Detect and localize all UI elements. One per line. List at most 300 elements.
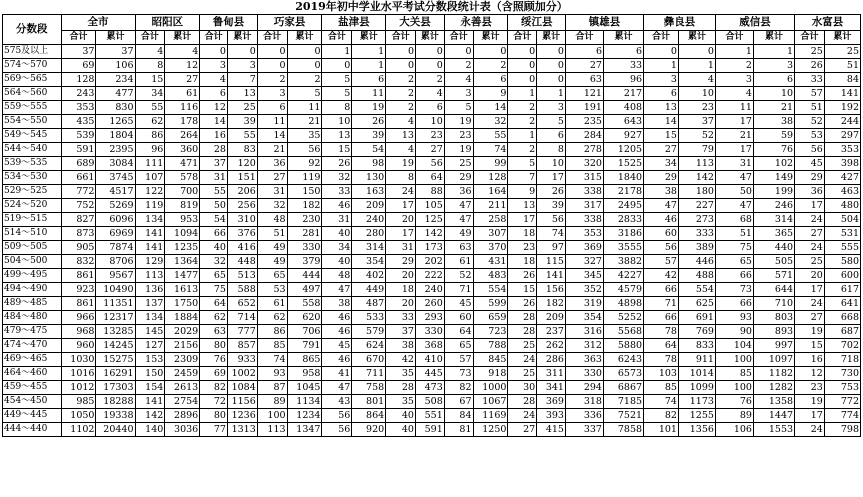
cumulative-cell: 700 <box>165 185 200 199</box>
subtotal-cell: 15 <box>508 283 537 297</box>
subtotal-cell: 43 <box>322 395 352 409</box>
cumulative-cell: 1045 <box>287 381 322 395</box>
cumulative-cell: 244 <box>824 115 860 129</box>
score-segment-cell: 464～460 <box>3 367 62 381</box>
subtotal-cell: 18 <box>508 255 537 269</box>
cumulative-cell: 0 <box>537 45 566 59</box>
subtotal-cell: 71 <box>644 297 679 311</box>
subtotal-cell: 985 <box>61 395 96 409</box>
cumulative-cell: 142 <box>415 227 444 241</box>
cumulative-cell: 644 <box>753 283 794 297</box>
cumulative-cell: 178 <box>165 115 200 129</box>
cumulative-cell: 234 <box>96 73 135 87</box>
subtotal-header: 合计 <box>322 31 352 45</box>
cumulative-cell: 7185 <box>603 395 643 409</box>
subtotal-cell: 191 <box>565 101 603 115</box>
subtotal-cell: 40 <box>322 227 352 241</box>
cumulative-cell: 6 <box>415 101 444 115</box>
subtotal-cell: 69 <box>200 367 228 381</box>
cumulative-cell: 471 <box>165 157 200 171</box>
subtotal-cell: 24 <box>508 409 537 423</box>
cumulative-cell: 600 <box>824 269 860 283</box>
cumulative-header: 累计 <box>753 31 794 45</box>
cumulative-cell: 246 <box>753 199 794 213</box>
subtotal-cell: 34 <box>135 87 165 101</box>
cumulative-cell: 365 <box>753 227 794 241</box>
subtotal-cell: 0 <box>386 59 416 73</box>
subtotal-cell: 60 <box>644 227 679 241</box>
subtotal-cell: 32 <box>257 199 287 213</box>
subtotal-cell: 32 <box>200 255 228 269</box>
subtotal-cell: 19 <box>444 115 473 129</box>
score-segment-cell: 574～570 <box>3 59 62 73</box>
subtotal-cell: 27 <box>508 423 537 437</box>
score-segment-cell: 514～510 <box>3 227 62 241</box>
cumulative-cell: 368 <box>415 339 444 353</box>
cumulative-cell: 1 <box>352 59 386 73</box>
cumulative-cell: 256 <box>227 199 257 213</box>
county-header: 大关县 <box>386 15 445 31</box>
cumulative-cell: 18288 <box>96 395 135 409</box>
subtotal-cell: 27 <box>795 311 825 325</box>
cumulative-cell: 398 <box>824 157 860 171</box>
cumulative-header: 累计 <box>473 31 508 45</box>
subtotal-cell: 338 <box>565 185 603 199</box>
subtotal-cell: 47 <box>322 381 352 395</box>
cumulative-cell: 865 <box>287 353 322 367</box>
cumulative-cell: 6573 <box>603 367 643 381</box>
cumulative-cell: 5 <box>537 115 566 129</box>
subtotal-cell: 3 <box>644 73 679 87</box>
score-segment-cell: 575及以上 <box>3 45 62 59</box>
subtotal-cell: 134 <box>135 213 165 227</box>
subtotal-cell: 24 <box>795 241 825 255</box>
cumulative-cell: 711 <box>352 367 386 381</box>
cumulative-cell: 487 <box>352 297 386 311</box>
cumulative-cell: 2 <box>287 73 322 87</box>
score-segment-cell: 559～555 <box>3 101 62 115</box>
cumulative-cell: 17 <box>537 171 566 185</box>
subtotal-cell: 57 <box>644 255 679 269</box>
subtotal-cell: 46 <box>322 199 352 213</box>
subtotal-cell: 591 <box>61 143 96 157</box>
cumulative-cell: 273 <box>678 213 715 227</box>
county-header: 彝良县 <box>644 15 716 31</box>
subtotal-cell: 330 <box>565 367 603 381</box>
cumulative-cell: 857 <box>227 339 257 353</box>
cumulative-cell: 1 <box>537 87 566 101</box>
cumulative-cell: 1477 <box>165 269 200 283</box>
subtotal-cell: 33 <box>386 311 416 325</box>
cumulative-cell: 408 <box>603 101 643 115</box>
cumulative-cell: 3555 <box>603 241 643 255</box>
subtotal-cell: 93 <box>257 367 287 381</box>
cumulative-cell: 389 <box>678 241 715 255</box>
subtotal-cell: 6 <box>200 87 228 101</box>
cumulative-cell: 1099 <box>678 381 715 395</box>
subtotal-cell: 33 <box>795 73 825 87</box>
subtotal-cell: 0 <box>257 45 287 59</box>
subtotal-cell: 111 <box>135 157 165 171</box>
subtotal-cell: 17 <box>508 213 537 227</box>
cumulative-cell: 3 <box>227 59 257 73</box>
subtotal-cell: 46 <box>322 325 352 339</box>
subtotal-cell: 38 <box>644 185 679 199</box>
subtotal-cell: 38 <box>386 339 416 353</box>
subtotal-cell: 37 <box>386 325 416 339</box>
cumulative-cell: 98 <box>352 157 386 171</box>
cumulative-cell: 579 <box>352 325 386 339</box>
subtotal-cell: 67 <box>444 395 473 409</box>
cumulative-cell: 0 <box>287 45 322 59</box>
cumulative-cell: 39 <box>352 129 386 143</box>
cumulative-cell: 798 <box>824 423 860 437</box>
cumulative-cell: 92 <box>287 157 322 171</box>
subtotal-cell: 142 <box>135 409 165 423</box>
cumulative-cell: 0 <box>415 59 444 73</box>
table-body <box>3 45 861 437</box>
cumulative-cell: 3882 <box>603 255 643 269</box>
subtotal-cell: 100 <box>257 409 287 423</box>
subtotal-cell: 29 <box>386 255 416 269</box>
cumulative-cell: 652 <box>227 297 257 311</box>
cumulative-cell: 39 <box>227 115 257 129</box>
cumulative-cell: 21 <box>753 101 794 115</box>
subtotal-cell: 49 <box>257 255 287 269</box>
cumulative-cell: 125 <box>415 213 444 227</box>
subtotal-cell: 905 <box>61 241 96 255</box>
subtotal-cell: 0 <box>644 45 679 59</box>
subtotal-cell: 12 <box>795 367 825 381</box>
subtotal-cell: 78 <box>644 325 679 339</box>
score-segment-cell: 504～500 <box>3 255 62 269</box>
cumulative-header: 累计 <box>603 31 643 45</box>
subtotal-cell: 64 <box>644 339 679 353</box>
subtotal-cell: 25 <box>795 255 825 269</box>
cumulative-cell: 893 <box>753 325 794 339</box>
subtotal-cell: 45 <box>322 339 352 353</box>
subtotal-cell: 19 <box>444 143 473 157</box>
cumulative-cell: 217 <box>603 87 643 101</box>
subtotal-cell: 345 <box>565 269 603 283</box>
cumulative-cell: 617 <box>824 283 860 297</box>
subtotal-cell: 10 <box>322 115 352 129</box>
cumulative-cell: 0 <box>227 45 257 59</box>
subtotal-cell: 8 <box>322 101 352 115</box>
table-row <box>3 199 861 213</box>
subtotal-cell: 48 <box>322 269 352 283</box>
cumulative-cell: 4579 <box>603 283 643 297</box>
table-row <box>3 409 861 423</box>
cumulative-cell: 7874 <box>96 241 135 255</box>
score-segment-cell: 499～495 <box>3 269 62 283</box>
subtotal-cell: 317 <box>565 199 603 213</box>
subtotal-cell: 2 <box>444 59 473 73</box>
subtotal-cell: 31 <box>322 213 352 227</box>
subtotal-cell: 36 <box>795 185 825 199</box>
subtotal-cell: 56 <box>322 423 352 437</box>
cumulative-cell: 1840 <box>603 171 643 185</box>
subtotal-cell: 63 <box>565 73 603 87</box>
cumulative-cell: 10 <box>537 157 566 171</box>
subtotal-cell: 861 <box>61 297 96 311</box>
cumulative-cell: 258 <box>473 213 508 227</box>
cumulative-cell: 1134 <box>287 395 322 409</box>
cumulative-cell: 444 <box>287 269 322 283</box>
cumulative-cell: 4 <box>678 73 715 87</box>
subtotal-cell: 25 <box>444 157 473 171</box>
subtotal-cell: 27 <box>795 227 825 241</box>
subtotal-cell: 27 <box>644 143 679 157</box>
cumulative-cell: 37 <box>96 45 135 59</box>
cumulative-cell: 88 <box>415 185 444 199</box>
cumulative-cell: 9567 <box>96 269 135 283</box>
subtotal-cell: 50 <box>200 199 228 213</box>
subtotal-cell: 50 <box>715 185 753 199</box>
cumulative-cell: 6 <box>753 73 794 87</box>
subtotal-cell: 86 <box>135 129 165 143</box>
subtotal-cell: 0 <box>508 45 537 59</box>
subtotal-cell: 87 <box>257 381 287 395</box>
cumulative-cell: 6243 <box>603 353 643 367</box>
cumulative-cell: 379 <box>287 255 322 269</box>
subtotal-cell: 235 <box>565 115 603 129</box>
subtotal-cell: 84 <box>444 409 473 423</box>
subtotal-cell: 2 <box>386 73 416 87</box>
subtotal-cell: 338 <box>565 213 603 227</box>
subtotal-cell: 353 <box>565 227 603 241</box>
score-segment-cell: 569～565 <box>3 73 62 87</box>
subtotal-cell: 33 <box>322 185 352 199</box>
cumulative-cell: 449 <box>352 283 386 297</box>
cumulative-cell: 116 <box>165 101 200 115</box>
subtotal-cell: 1030 <box>61 353 96 367</box>
county-header: 绥江县 <box>508 15 566 31</box>
cumulative-cell: 23 <box>678 101 715 115</box>
subtotal-cell: 13 <box>386 129 416 143</box>
cumulative-cell: 182 <box>537 297 566 311</box>
subtotal-cell: 74 <box>257 353 287 367</box>
cumulative-cell: 106 <box>96 59 135 73</box>
cumulative-cell: 2613 <box>165 381 200 395</box>
table-row <box>3 353 861 367</box>
cumulative-cell: 2395 <box>96 143 135 157</box>
subtotal-cell: 26 <box>508 269 537 283</box>
cumulative-cell: 670 <box>352 353 386 367</box>
subtotal-cell: 81 <box>444 423 473 437</box>
table-row <box>3 171 861 185</box>
subtotal-cell: 121 <box>565 87 603 101</box>
subtotal-cell: 113 <box>257 423 287 437</box>
subtotal-cell: 85 <box>715 367 753 381</box>
cumulative-cell: 0 <box>537 59 566 73</box>
subtotal-cell: 5 <box>508 157 537 171</box>
table-row <box>3 185 861 199</box>
subtotal-cell: 23 <box>508 241 537 255</box>
subtotal-cell: 17 <box>386 227 416 241</box>
subtotal-cell: 34 <box>322 241 352 255</box>
subtotal-cell: 47 <box>444 213 473 227</box>
cumulative-cell: 37 <box>678 115 715 129</box>
cumulative-cell: 718 <box>824 353 860 367</box>
cumulative-cell: 97 <box>537 241 566 255</box>
cumulative-cell: 23 <box>415 129 444 143</box>
cumulative-cell: 128 <box>473 171 508 185</box>
subtotal-cell: 51 <box>795 101 825 115</box>
cumulative-cell: 35 <box>287 129 322 143</box>
cumulative-cell: 141 <box>537 269 566 283</box>
subtotal-cell: 122 <box>135 185 165 199</box>
cumulative-cell: 26 <box>537 185 566 199</box>
subtotal-cell: 363 <box>565 353 603 367</box>
subtotal-cell: 65 <box>257 269 287 283</box>
cumulative-cell: 1000 <box>473 381 508 395</box>
subtotal-cell: 77 <box>200 423 228 437</box>
subtotal-cell: 61 <box>444 255 473 269</box>
cumulative-cell: 209 <box>537 311 566 325</box>
subtotal-header: 合计 <box>200 31 228 45</box>
subtotal-cell: 20 <box>795 269 825 283</box>
subtotal-cell: 19 <box>386 157 416 171</box>
subtotal-cell: 69 <box>61 59 96 73</box>
subtotal-cell: 960 <box>61 339 96 353</box>
cumulative-cell: 1236 <box>227 409 257 423</box>
cumulative-cell: 2495 <box>603 199 643 213</box>
subtotal-cell: 25 <box>795 45 825 59</box>
cumulative-cell: 551 <box>415 409 444 423</box>
subtotal-cell: 4 <box>386 115 416 129</box>
cumulative-cell: 997 <box>753 339 794 353</box>
cumulative-cell: 96 <box>603 73 643 87</box>
subtotal-cell: 352 <box>565 283 603 297</box>
subtotal-cell: 104 <box>715 339 753 353</box>
subtotal-cell: 96 <box>135 143 165 157</box>
subtotal-cell: 284 <box>565 129 603 143</box>
cumulative-cell: 113 <box>678 157 715 171</box>
table-row <box>3 115 861 129</box>
subtotal-cell: 0 <box>322 59 352 73</box>
subtotal-cell: 93 <box>715 311 753 325</box>
cumulative-cell: 830 <box>96 101 135 115</box>
cumulative-cell: 953 <box>165 213 200 227</box>
subtotal-cell: 4 <box>135 45 165 59</box>
score-segment-cell: 484～480 <box>3 311 62 325</box>
cumulative-cell: 2896 <box>165 409 200 423</box>
subtotal-cell: 319 <box>565 297 603 311</box>
cumulative-cell: 463 <box>824 185 860 199</box>
subtotal-cell: 65 <box>715 255 753 269</box>
cumulative-cell: 918 <box>473 367 508 381</box>
table-row <box>3 367 861 381</box>
subtotal-cell: 63 <box>200 325 228 339</box>
cumulative-cell: 33 <box>603 59 643 73</box>
cumulative-cell: 1182 <box>753 367 794 381</box>
cumulative-cell: 571 <box>753 269 794 283</box>
cumulative-cell: 777 <box>227 325 257 339</box>
cumulative-cell: 1173 <box>678 395 715 409</box>
subtotal-cell: 35 <box>386 367 416 381</box>
cumulative-cell: 6969 <box>96 227 135 241</box>
subtotal-cell: 85 <box>257 339 287 353</box>
subtotal-cell: 28 <box>508 311 537 325</box>
subtotal-cell: 113 <box>135 269 165 283</box>
subtotal-cell: 29 <box>795 171 825 185</box>
county-header: 永善县 <box>444 15 508 31</box>
subtotal-cell: 7 <box>508 171 537 185</box>
county-header: 全市 <box>61 15 135 31</box>
subtotal-cell: 73 <box>715 283 753 297</box>
subtotal-cell: 42 <box>386 353 416 367</box>
subtotal-cell: 24 <box>795 423 825 437</box>
table-row <box>3 283 861 297</box>
cumulative-cell: 74 <box>537 227 566 241</box>
cumulative-cell: 311 <box>537 367 566 381</box>
cumulative-cell: 6 <box>603 45 643 59</box>
subtotal-cell: 82 <box>644 409 679 423</box>
subtotal-cell: 27 <box>565 59 603 73</box>
subtotal-cell: 62 <box>135 115 165 129</box>
subtotal-cell: 136 <box>135 283 165 297</box>
cumulative-cell: 714 <box>227 311 257 325</box>
subtotal-cell: 13 <box>644 101 679 115</box>
cumulative-cell: 427 <box>824 171 860 185</box>
cumulative-cell: 558 <box>287 297 322 311</box>
subtotal-cell: 28 <box>508 325 537 339</box>
cumulative-cell: 11 <box>287 101 322 115</box>
cumulative-cell: 416 <box>227 241 257 255</box>
subtotal-cell: 2 <box>508 101 537 115</box>
cumulative-cell: 8706 <box>96 255 135 269</box>
cumulative-cell: 227 <box>678 199 715 213</box>
table-row <box>3 325 861 339</box>
score-segment-cell: 489～485 <box>3 297 62 311</box>
subtotal-cell: 18 <box>386 283 416 297</box>
cumulative-cell: 15275 <box>96 353 135 367</box>
cumulative-cell: 11 <box>352 87 386 101</box>
table-row <box>3 269 861 283</box>
cumulative-cell: 1 <box>352 45 386 59</box>
subtotal-cell: 89 <box>257 395 287 409</box>
cumulative-cell: 51 <box>824 59 860 73</box>
subtotal-cell: 17 <box>715 115 753 129</box>
subtotal-cell: 24 <box>795 297 825 311</box>
subtotal-cell: 6 <box>565 45 603 59</box>
subtotal-cell: 278 <box>565 143 603 157</box>
subtotal-cell: 15 <box>644 129 679 143</box>
county-header: 巧家县 <box>257 15 322 31</box>
cumulative-cell: 8 <box>537 143 566 157</box>
score-segment-cell: 529～525 <box>3 185 62 199</box>
subtotal-cell: 55 <box>135 101 165 115</box>
cumulative-cell: 624 <box>352 339 386 353</box>
subtotal-cell: 17 <box>386 199 416 213</box>
cumulative-cell: 240 <box>415 283 444 297</box>
subtotal-cell: 26 <box>322 157 352 171</box>
subtotal-cell: 76 <box>200 353 228 367</box>
cumulative-cell: 141 <box>824 87 860 101</box>
subtotal-cell: 80 <box>200 339 228 353</box>
cumulative-cell: 0 <box>415 45 444 59</box>
subtotal-cell: 17 <box>715 143 753 157</box>
cumulative-cell: 3084 <box>96 157 135 171</box>
cumulative-cell: 488 <box>678 269 715 283</box>
subtotal-cell: 21 <box>715 129 753 143</box>
cumulative-cell: 10 <box>678 87 715 101</box>
subtotal-cell: 6 <box>644 87 679 101</box>
subtotal-cell: 26 <box>508 297 537 311</box>
subtotal-cell: 5 <box>322 73 352 87</box>
subtotal-cell: 46 <box>644 213 679 227</box>
